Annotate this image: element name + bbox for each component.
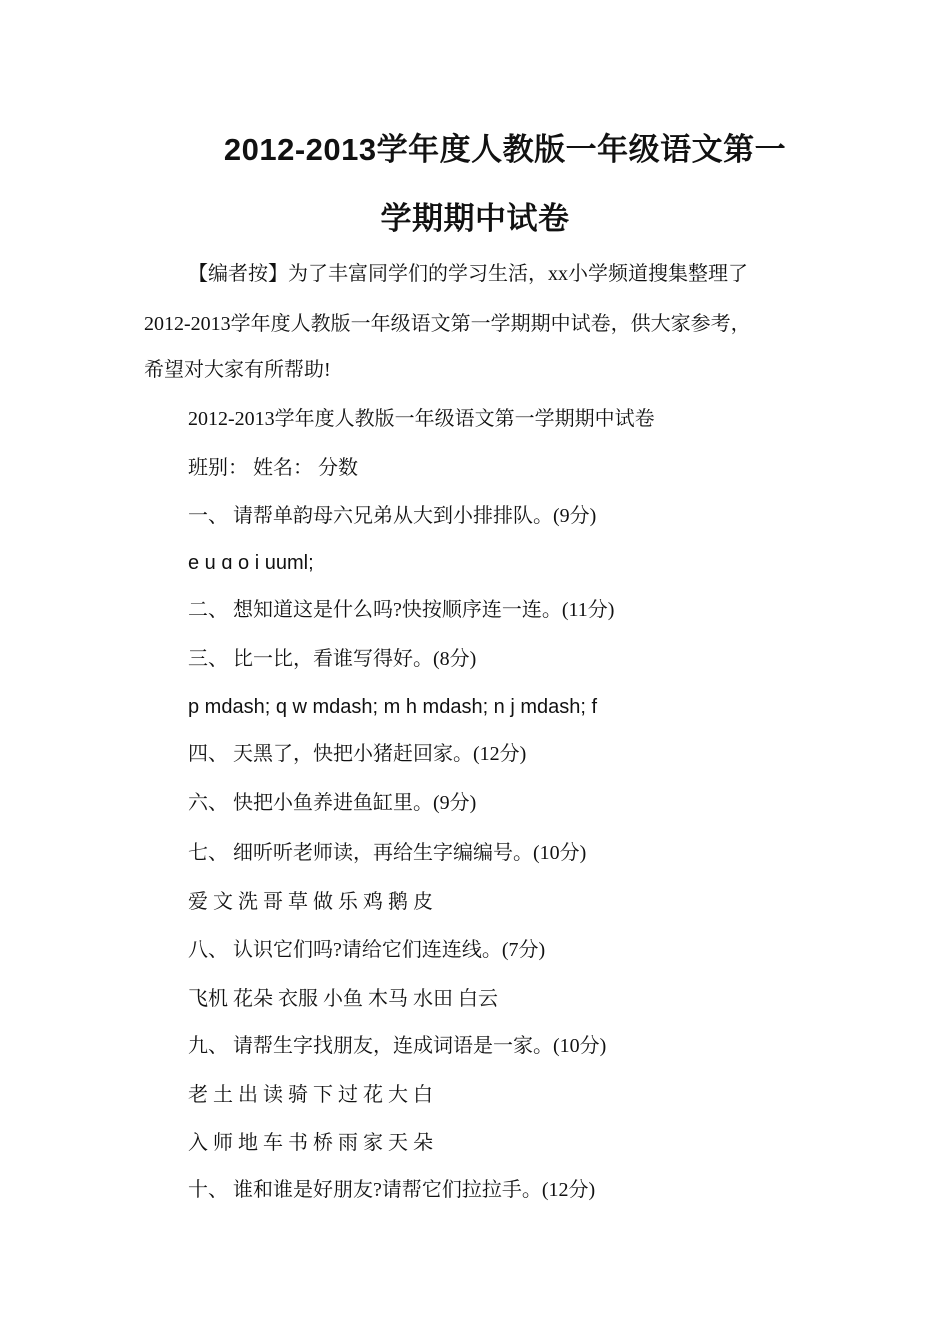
intro-line-3: 希望对大家有所帮助!: [144, 359, 331, 381]
student-info-line: 班别： 姓名： 分数: [188, 457, 358, 479]
document-title-line-2: 学期期中试卷: [380, 201, 570, 236]
question-9-content-2: 入 师 地 车 书 桥 雨 家 天 朵: [188, 1132, 433, 1154]
question-9-content-1: 老 土 出 读 骑 下 过 花 大 白: [188, 1084, 433, 1106]
question-6: 六、 快把小鱼养进鱼缸里。(9分): [188, 792, 477, 814]
question-9: 九、 请帮生字找朋友，连成词语是一家。(10分): [188, 1035, 607, 1057]
exam-subtitle: 2012-2013学年度人教版一年级语文第一学期期中试卷: [188, 408, 655, 430]
question-4: 四、 天黑了，快把小猪赶回家。(12分): [188, 743, 527, 765]
document-title-line-1: 2012-2013学年度人教版一年级语文第一: [223, 132, 787, 167]
question-10: 十、 谁和谁是好朋友?请帮它们拉拉手。(12分): [188, 1179, 596, 1201]
question-2: 二、 想知道这是什么吗?快按顺序连一连。(11分): [188, 599, 615, 621]
question-1: 一、 请帮单韵母六兄弟从大到小排排队。(9分): [188, 505, 597, 527]
question-8-content: 飞机 花朵 衣服 小鱼 木马 水田 白云: [188, 988, 498, 1010]
intro-line-1: 【编者按】为了丰富同学们的学习生活，xx小学频道搜集整理了: [188, 263, 748, 285]
question-1-content: e u ɑ o i uuml;: [188, 552, 314, 574]
question-3-content: p mdash; q w mdash; m h mdash; n j mdash; f: [188, 696, 598, 718]
question-7: 七、 细听听老师读，再给生字编编号。(10分): [188, 842, 587, 864]
question-3: 三、 比一比，看谁写得好。(8分): [188, 648, 477, 670]
question-8: 八、 认识它们吗?请给它们连连线。(7分): [188, 939, 546, 961]
intro-line-2: 2012-2013学年度人教版一年级语文第一学期期中试卷，供大家参考，: [144, 313, 751, 335]
question-7-content: 爱 文 洗 哥 草 做 乐 鸡 鹅 皮: [188, 891, 433, 913]
